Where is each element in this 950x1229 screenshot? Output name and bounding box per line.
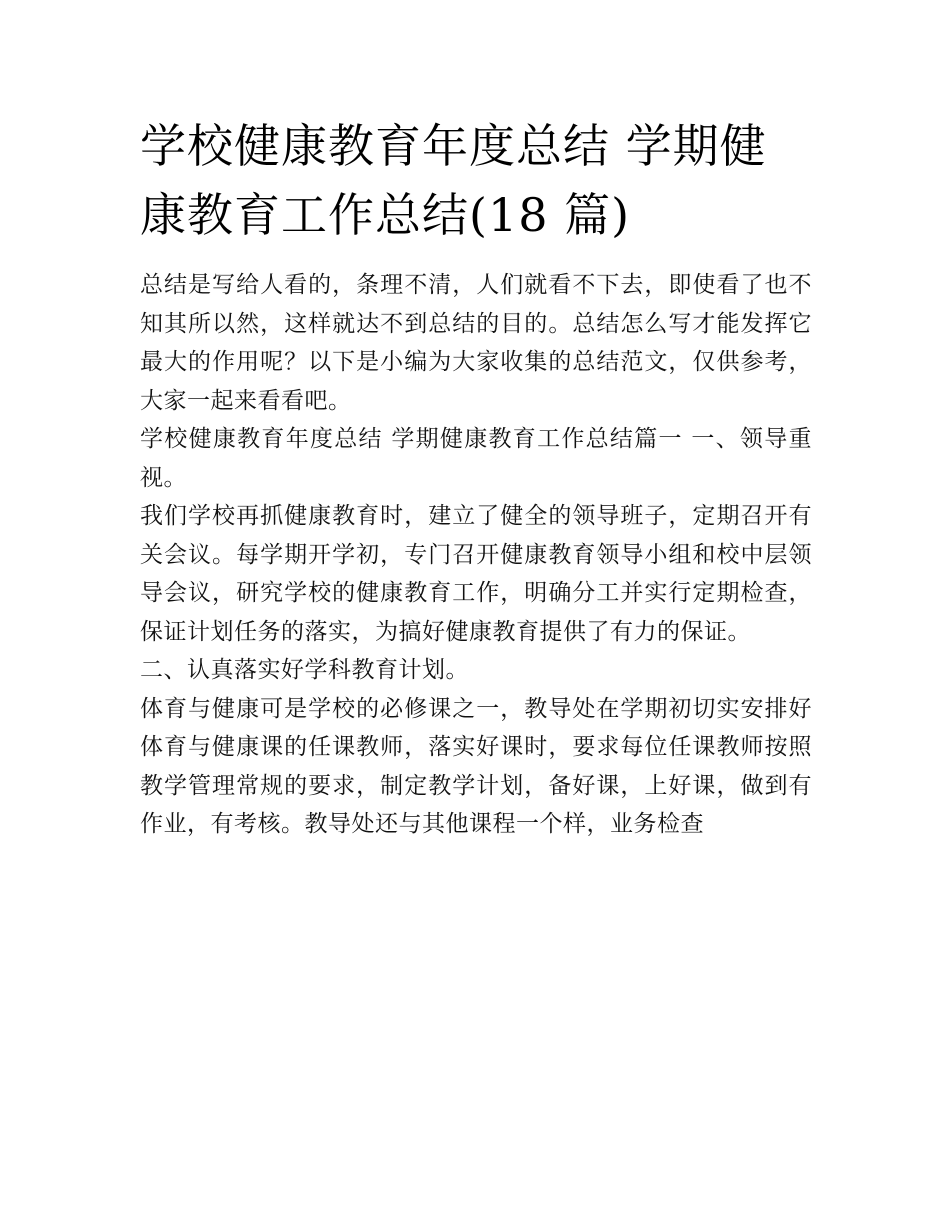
paragraph-section-heading-2: 二、认真落实好学科教育计划。 [140,657,469,683]
paragraph-pe-health: 体育与健康可是学校的必修课之一，教导处在学期初切实安排好体育与健康课的任课教师，落实好课时，要求每位任课教师按照教学管理常规的要求，制定教学计划，备好课，上好课，做到有作业，有考核。教导处还与其他课程一个样，业务检查 [140,695,812,837]
document-title: 学校健康教育年度总结 学期健康教育工作总结(18 篇) [140,119,767,242]
document-body [140,112,812,844]
paragraph-section-heading-1: 学校健康教育年度总结 学期健康教育工作总结篇一 一、领导重视。 [140,426,812,491]
paragraph-intro: 总结是写给人看的，条理不清，人们就看不下去，即使看了也不知其所以然，这样就达不到总结的目的。总结怎么写才能发挥它最大的作用呢？以下是小编为大家收集的总结范文，仅供参考，大家一起来看看吧。 [140,272,812,414]
paragraph-leadership: 我们学校再抓健康教育时，建立了健全的领导班子，定期召开有关会议。每学期开学初，专门召开健康教育领导小组和校中层领导会议，研究学校的健康教育工作，明确分工并实行定期检查，保证计划任务的落实，为搞好健康教育提供了有力的保证。 [140,503,812,645]
